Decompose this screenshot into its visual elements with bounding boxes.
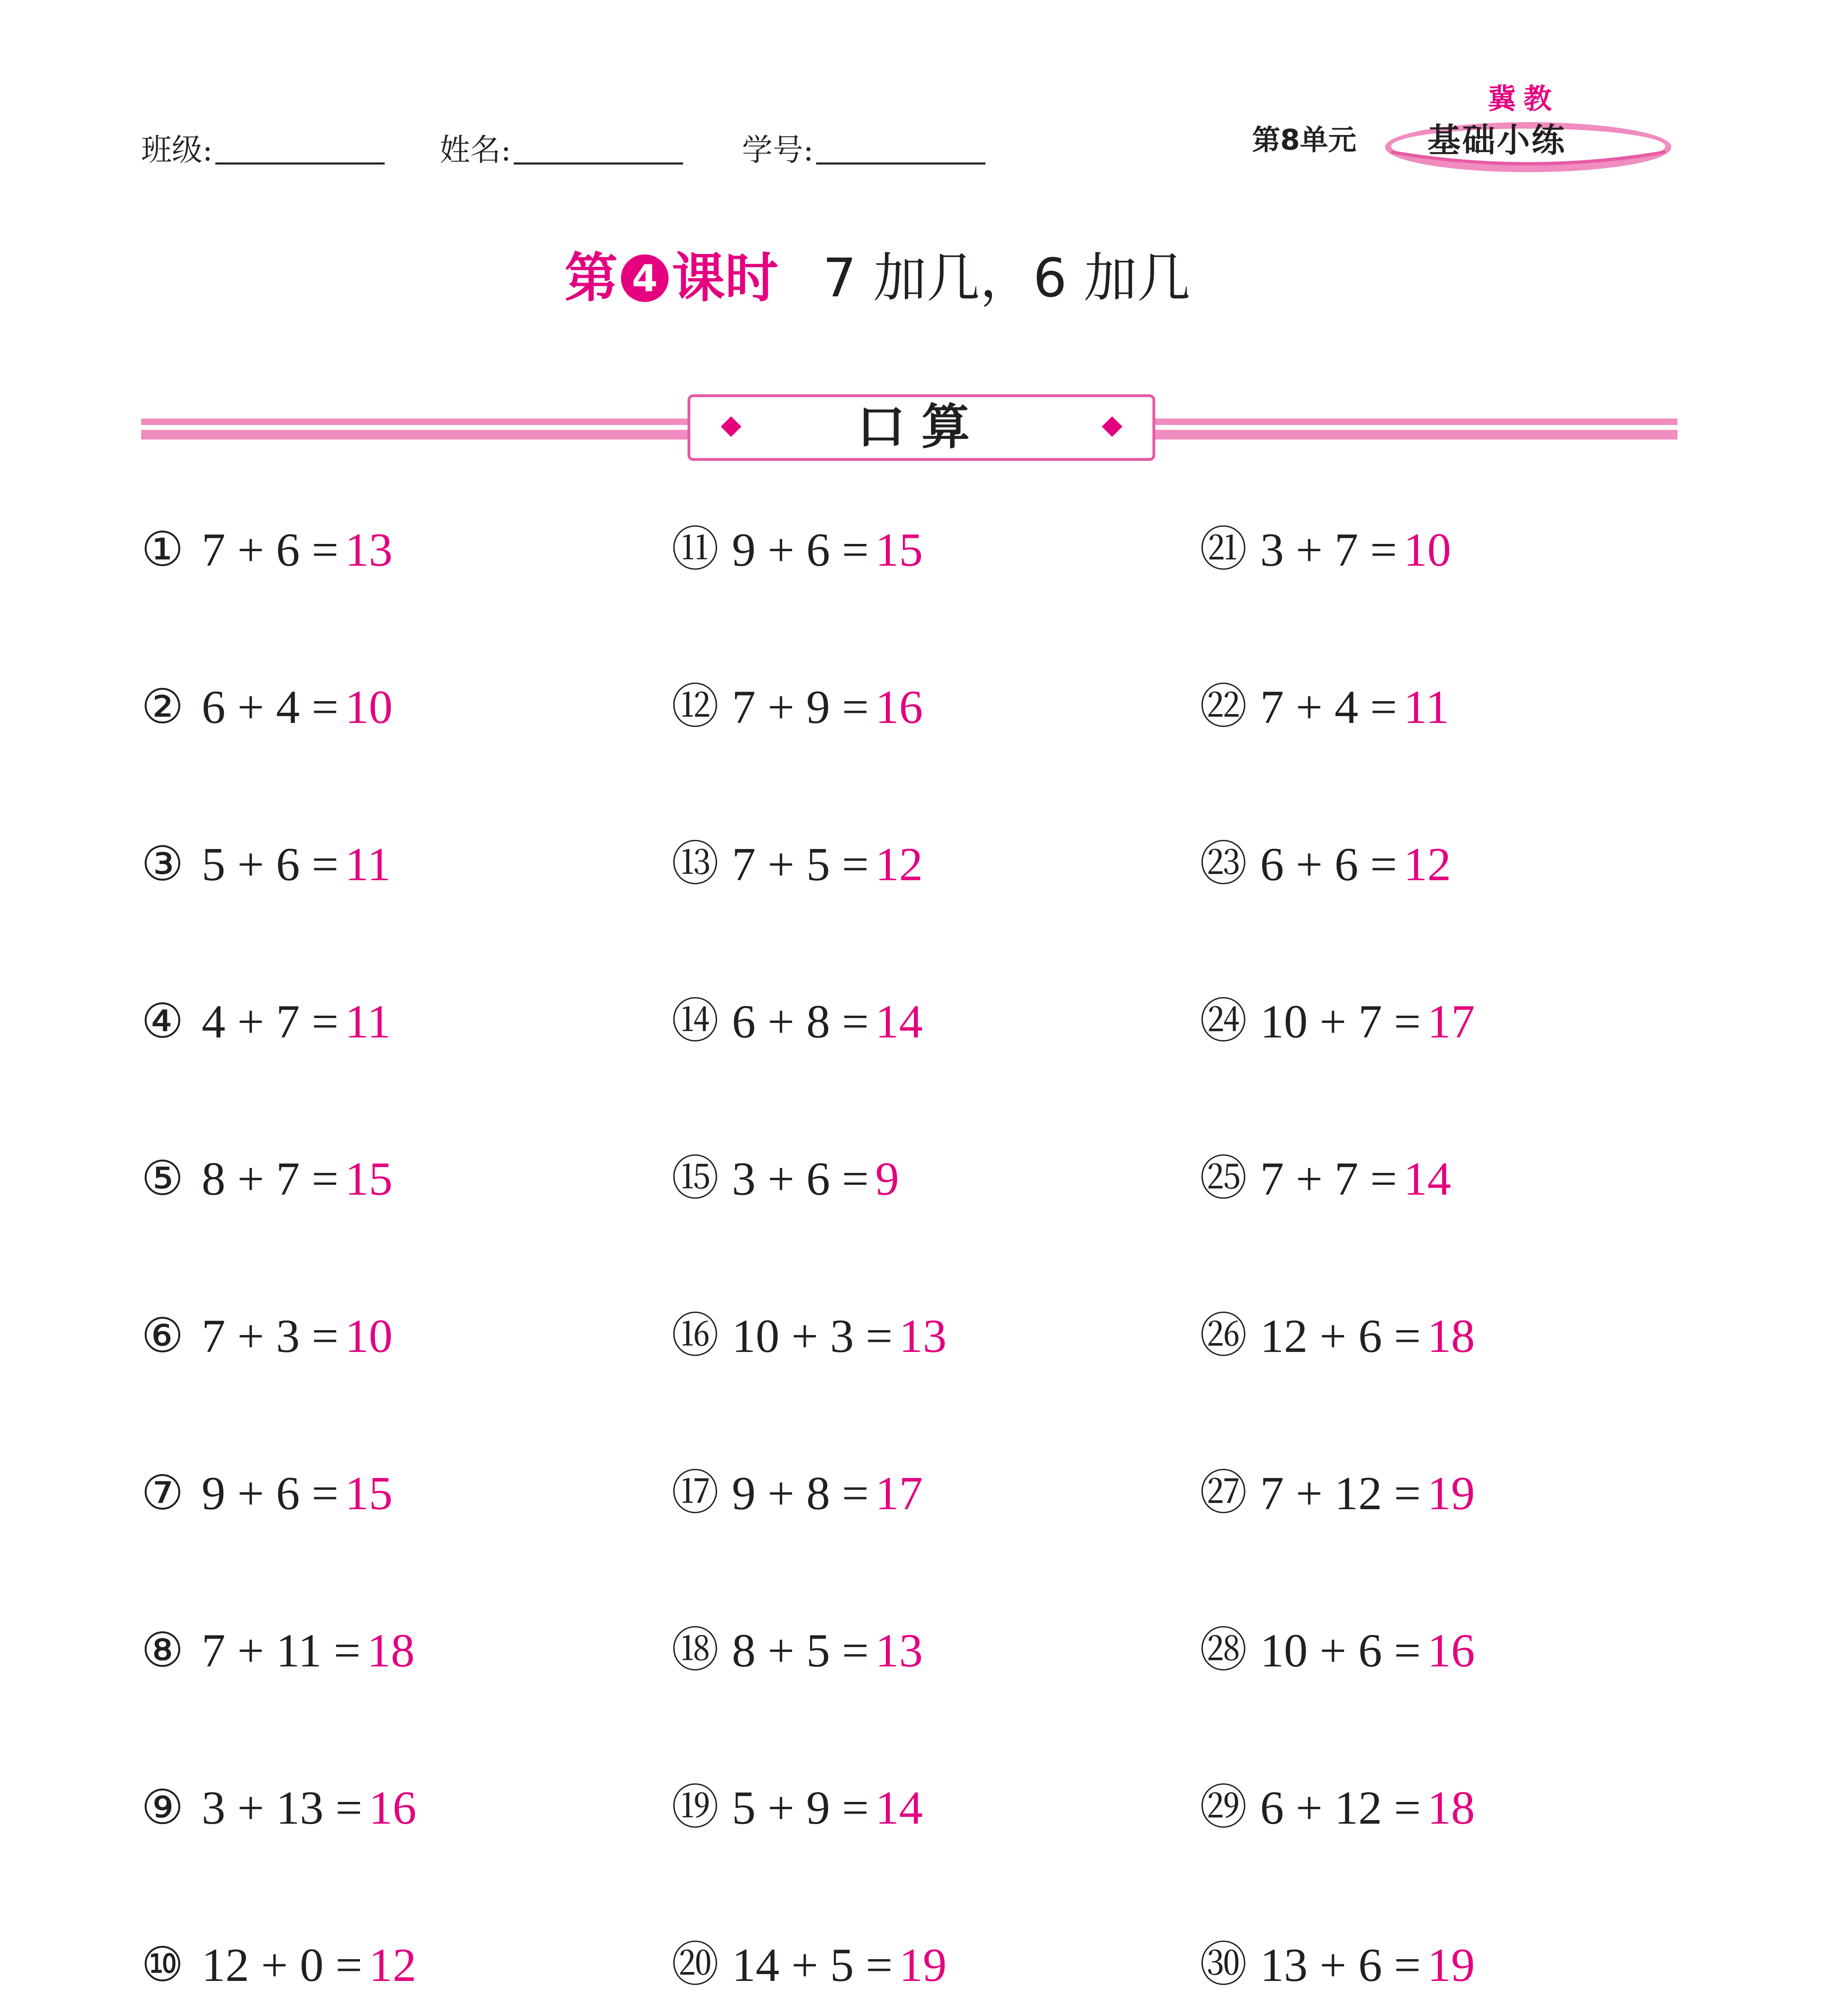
problem-expression: 6 + 4 = xyxy=(202,681,339,733)
problem-item xyxy=(671,1941,947,1989)
problem-item xyxy=(141,1152,393,1205)
problem-expression: 5 + 6 = xyxy=(202,838,339,891)
problem-expression: 3 + 6 = xyxy=(732,1152,869,1205)
problem-item xyxy=(141,995,391,1048)
problem-answer: 16 xyxy=(369,1781,417,1834)
problem-expression: 12 + 6 = xyxy=(1260,1310,1421,1362)
problem-answer: 19 xyxy=(1427,1939,1475,1991)
problem-item xyxy=(141,523,393,576)
problem-number: ⑫ xyxy=(671,681,719,733)
problem-number: ㉑ xyxy=(1200,523,1248,576)
problem-expression: 12 + 0 = xyxy=(202,1939,363,1991)
problem-item xyxy=(141,1467,393,1520)
problem-expression: 10 + 7 = xyxy=(1260,995,1421,1048)
problem-number: ⑥ xyxy=(141,1310,184,1362)
problem-number: ㉘ xyxy=(1200,1624,1248,1677)
problem-answer: 10 xyxy=(345,1310,393,1362)
problem-expression: 4 + 7 = xyxy=(202,995,339,1048)
problem-item xyxy=(1200,523,1451,576)
problem-expression: 7 + 6 = xyxy=(202,523,339,576)
problem-item xyxy=(671,1781,923,1834)
class-label: 班级: xyxy=(141,132,213,168)
class-field xyxy=(141,121,385,168)
problem-answer: 16 xyxy=(1427,1624,1475,1677)
problem-answer: 15 xyxy=(345,1152,393,1205)
problem-item xyxy=(671,838,923,891)
problem-item xyxy=(671,523,923,576)
lesson-prefix: 第 xyxy=(565,247,618,309)
problem-number: ㉙ xyxy=(1200,1781,1248,1834)
publisher-label: 冀教 xyxy=(1488,82,1559,115)
problem-number: ㉚ xyxy=(1200,1939,1248,1991)
problem-item xyxy=(671,1152,899,1205)
problem-item xyxy=(141,1781,417,1834)
problem-answer: 14 xyxy=(1403,1152,1451,1205)
problem-expression: 3 + 13 = xyxy=(202,1781,363,1834)
problem-number: ㉓ xyxy=(1200,838,1248,891)
problem-expression: 13 + 6 = xyxy=(1260,1939,1421,1991)
problem-number: ㉗ xyxy=(1200,1467,1248,1520)
problem-item xyxy=(671,1467,923,1520)
problem-number: ⑦ xyxy=(141,1467,184,1520)
problem-item xyxy=(1200,1624,1475,1677)
unit-label: 第8单元 xyxy=(1252,123,1356,156)
problem-expression: 7 + 3 = xyxy=(202,1310,339,1362)
problem-number: ⑤ xyxy=(141,1152,184,1205)
problem-number: ⑨ xyxy=(141,1781,184,1834)
problem-expression: 7 + 4 = xyxy=(1260,681,1397,733)
problem-expression: 6 + 12 = xyxy=(1260,1781,1421,1834)
problem-item xyxy=(1200,1467,1475,1520)
problem-answer: 13 xyxy=(899,1310,947,1362)
problem-number: ⑱ xyxy=(671,1624,719,1677)
problem-item xyxy=(1200,995,1475,1048)
problem-expression: 5 + 9 = xyxy=(732,1781,869,1834)
problem-answer: 12 xyxy=(875,838,923,891)
problem-answer: 15 xyxy=(875,523,923,576)
problem-number: ⑭ xyxy=(671,995,719,1048)
problem-expression: 10 + 6 = xyxy=(1260,1624,1421,1677)
problem-answer: 9 xyxy=(875,1152,899,1205)
badge-label: 基础小练 xyxy=(1427,121,1567,160)
problem-answer: 18 xyxy=(367,1624,415,1677)
student-no-label: 学号: xyxy=(742,132,814,168)
problem-answer: 13 xyxy=(345,523,393,576)
problem-item xyxy=(671,1624,923,1677)
problem-expression: 6 + 6 = xyxy=(1260,838,1397,891)
problem-expression: 8 + 5 = xyxy=(732,1624,869,1677)
problem-item xyxy=(141,1941,417,1989)
problem-expression: 6 + 8 = xyxy=(732,995,869,1048)
problem-item xyxy=(141,1624,415,1677)
problem-answer: 12 xyxy=(369,1939,417,1991)
problem-number: ⑲ xyxy=(671,1781,719,1834)
problem-answer: 14 xyxy=(875,995,923,1048)
problem-expression: 8 + 7 = xyxy=(202,1152,339,1205)
problem-answer: 16 xyxy=(875,681,923,733)
problem-expression: 7 + 12 = xyxy=(1260,1467,1421,1520)
name-field xyxy=(440,121,683,168)
lesson-suffix: 课时 xyxy=(672,247,778,309)
problem-number: ㉕ xyxy=(1200,1152,1248,1205)
section-title: 口算 xyxy=(857,399,986,455)
problem-number: ⑰ xyxy=(671,1467,719,1520)
problem-number: ⑮ xyxy=(671,1152,719,1205)
problem-item xyxy=(141,1312,393,1360)
problem-answer: 13 xyxy=(875,1624,923,1677)
problem-item xyxy=(141,838,391,891)
problem-answer: 19 xyxy=(1427,1467,1475,1520)
problem-expression: 9 + 6 = xyxy=(202,1467,339,1520)
problem-item xyxy=(1200,1312,1475,1360)
problem-item xyxy=(1200,1941,1475,1989)
problem-number: ② xyxy=(141,681,184,733)
problem-answer: 14 xyxy=(875,1781,923,1834)
problem-item xyxy=(1200,683,1449,731)
student-no-blank-line xyxy=(816,162,986,165)
problem-expression: 9 + 6 = xyxy=(732,523,869,576)
lesson-number-badge: 4 xyxy=(621,254,669,302)
problem-item xyxy=(671,1312,947,1360)
problem-answer: 18 xyxy=(1427,1310,1475,1362)
problem-item xyxy=(671,995,923,1048)
problem-expression: 7 + 9 = xyxy=(732,681,869,733)
lesson-topic: 7 加几，6 加几 xyxy=(823,247,1190,309)
problem-answer: 11 xyxy=(1403,681,1450,733)
problem-number: ⑩ xyxy=(141,1939,184,1991)
problem-answer: 17 xyxy=(1427,995,1475,1048)
student-no-field xyxy=(742,121,986,168)
problem-item xyxy=(1200,838,1451,891)
problem-item xyxy=(1200,1152,1451,1205)
problem-expression: 3 + 7 = xyxy=(1260,523,1397,576)
problem-item xyxy=(671,683,923,731)
problem-answer: 19 xyxy=(899,1939,947,1991)
problem-item xyxy=(1200,1781,1475,1834)
class-blank-line xyxy=(215,162,385,165)
problem-answer: 10 xyxy=(345,681,393,733)
problem-number: ⑬ xyxy=(671,838,719,891)
problem-number: ⑯ xyxy=(671,1310,719,1362)
problem-item xyxy=(141,683,393,731)
problem-number: ③ xyxy=(141,838,184,891)
problem-answer: 10 xyxy=(1403,523,1451,576)
problem-answer: 15 xyxy=(345,1467,393,1520)
problem-expression: 7 + 7 = xyxy=(1260,1152,1397,1205)
problem-expression: 9 + 8 = xyxy=(732,1467,869,1520)
name-label: 姓名: xyxy=(440,132,511,168)
problem-number: ① xyxy=(141,523,184,576)
lesson-title xyxy=(565,244,1190,312)
problem-answer: 11 xyxy=(345,995,391,1048)
problem-number: ㉒ xyxy=(1200,681,1248,733)
problem-answer: 17 xyxy=(875,1467,923,1520)
problem-expression: 10 + 3 = xyxy=(732,1310,893,1362)
problem-number: ⑪ xyxy=(671,523,719,576)
problem-answer: 18 xyxy=(1427,1781,1475,1834)
problem-number: ④ xyxy=(141,995,184,1048)
problem-answer: 12 xyxy=(1403,838,1451,891)
problem-expression: 14 + 5 = xyxy=(732,1939,893,1991)
problem-answer: 11 xyxy=(345,838,391,891)
name-blank-line xyxy=(514,162,683,165)
problem-expression: 7 + 5 = xyxy=(732,838,869,891)
problem-number: ㉖ xyxy=(1200,1310,1248,1362)
problem-number: ⑧ xyxy=(141,1624,184,1677)
problem-expression: 7 + 11 = xyxy=(202,1624,361,1677)
problem-number: ㉔ xyxy=(1200,995,1248,1048)
problem-number: ⑳ xyxy=(671,1939,719,1991)
